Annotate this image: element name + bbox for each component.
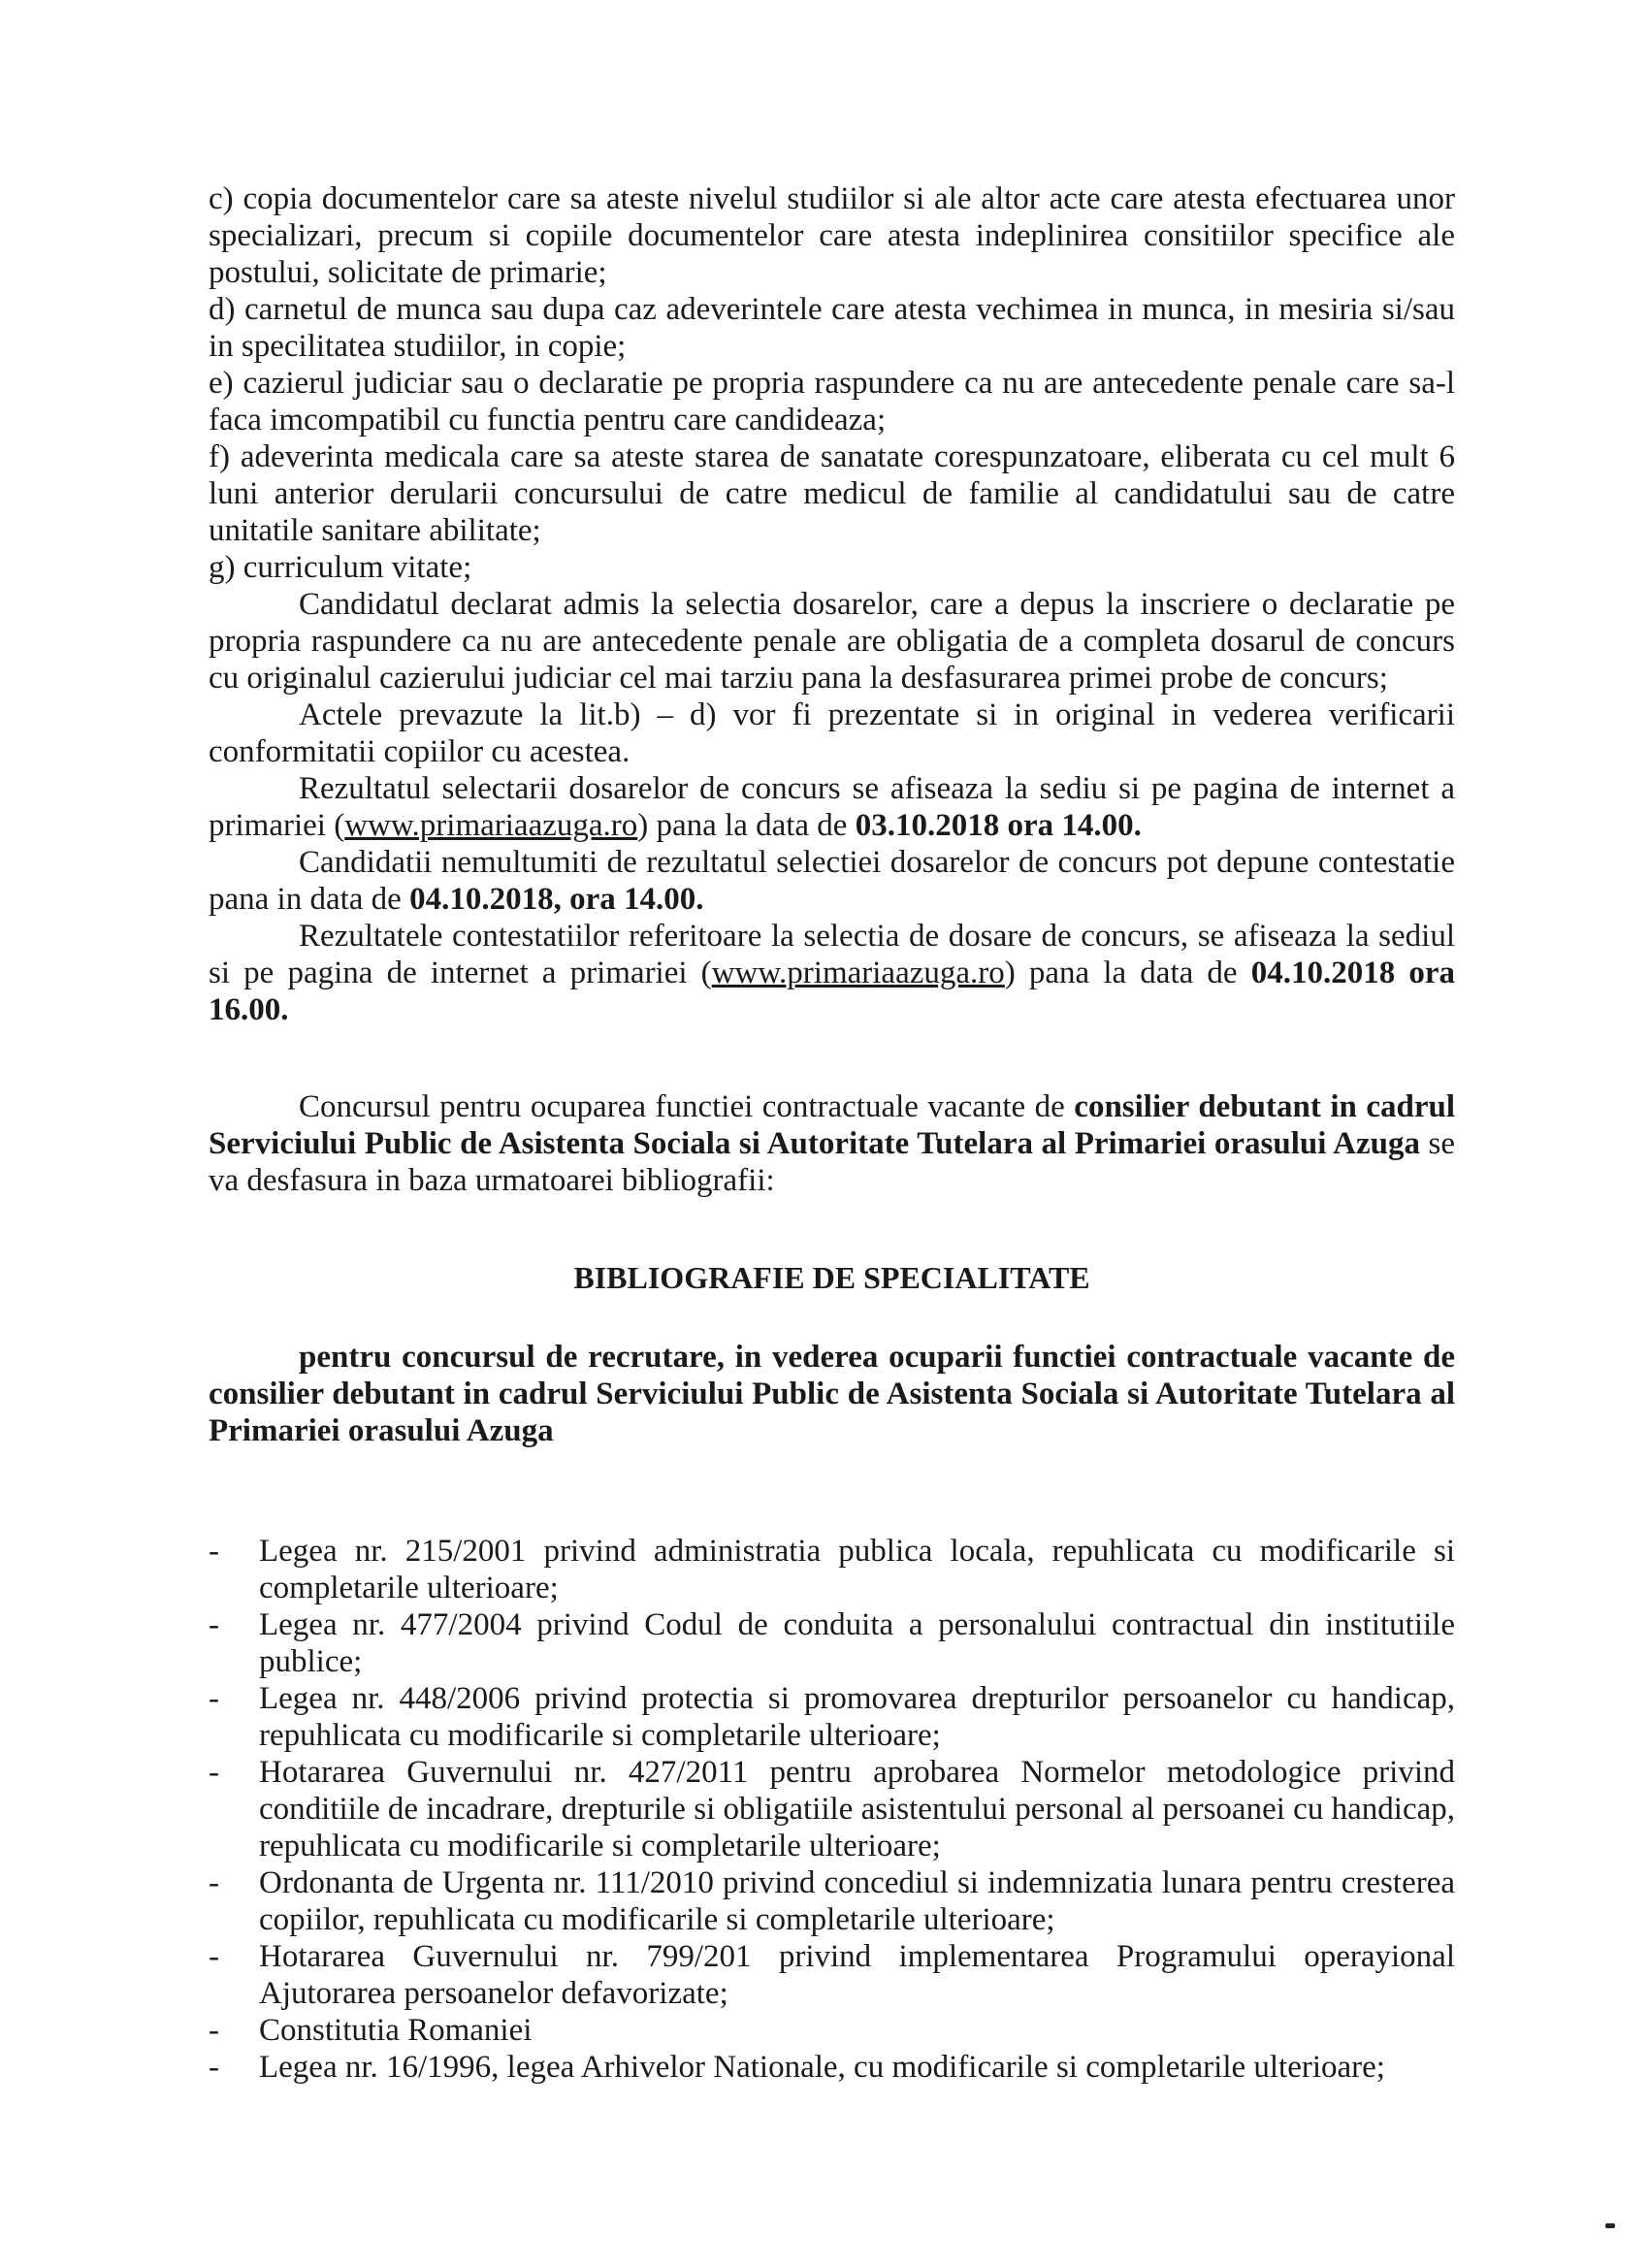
list-item [209, 1533, 1455, 1606]
dash-bullet: - [209, 2013, 219, 2048]
bibliography-item-text: Ordonanta de Urgenta nr. 111/2010 privind concediul si indemnizatia lunara pentru cresterea copiilor, repuhlicata cu modificarile si completarile ulterioare; [259, 1865, 1455, 1937]
bibliography-item-text: Legea nr. 477/2004 privind Codul de conduita a personalului contractual din institutiile publice; [259, 1607, 1455, 1679]
list-item [209, 2049, 1455, 2086]
requirement-item-e: e) cazierul judiciar sau o declaratie pe propria raspundere ca nu are antecedente penale care sa-l faca imcompatibil cu functia pentru care candideaza; [209, 366, 1455, 437]
dash-bullet: - [209, 2050, 219, 2085]
contestatii-date: 04.10.2018 ora 16.00. [209, 956, 1455, 1027]
list-item [209, 1754, 1455, 1864]
dash-bullet: - [209, 1865, 219, 1900]
bibliography-title: BIBLIOGRAFIE DE SPECIALITATE [573, 1260, 1090, 1295]
bibliography-subtitle: pentru concursul de recrutare, in vederea ocuparii functiei contractuale vacante de consilier debutant in cadrul Serviciului Public de Asistenta Sociala si Autoritate Tutelara al Primariei orasului Azuga [209, 1340, 1455, 1448]
dash-bullet: - [209, 1755, 219, 1790]
contestatii-text-2: ) pana la data de [1004, 956, 1251, 990]
list-item [209, 1938, 1455, 2012]
paragraph-concursul [209, 1088, 1455, 1199]
concursul-position: consilier debutant in cadrul Serviciului Public de Asistenta Sociala si Autoritate Tutelara al Primariei orasului Azuga [209, 1089, 1455, 1161]
website-link-2[interactable]: www.primariaazuga.ro [711, 956, 1005, 990]
list-item [209, 1606, 1455, 1680]
paragraph-rezultat [209, 770, 1455, 844]
concursul-text-2: se va desfasura in baza urmatoarei bibliografii: [209, 1126, 1455, 1198]
spacer [209, 1296, 1455, 1339]
requirement-item-c: c) copia documentelor care sa ateste nivelul studiilor si ale altor acte care atesta efectuarea unor specializari, precum si copiile documentelor care atesta indeplinirea consitiilor specifice ale postului, solicitate de primarie; [209, 181, 1455, 290]
nemultumiti-text: Candidatii nemultumiti de rezultatul selectiei dosarelor de concurs pot depune contestatie pana in data de [209, 845, 1455, 917]
paragraph-candidat: Candidatul declarat admis la selectia dosarelor, care a depus la inscriere o declaratie pe propria raspundere ca nu are antecedente penale are obligatia de a completa dosarul de concurs cu originalul cazierului judiciar cel mai tarziu pana la desfasurarea primei probe de concurs; [209, 587, 1455, 696]
paragraph-contestatii [209, 918, 1455, 1028]
spacer [209, 1449, 1455, 1533]
rezultat-date: 03.10.2018 ora 14.00. [855, 808, 1142, 843]
requirement-item-g: g) curriculum vitate; [209, 550, 472, 585]
bibliography-item-text: Hotararea Guvernului nr. 427/2011 pentru aprobarea Normelor metodologice privind conditiile de incadrare, drepturile si obligatiile asistentului personal al persoanei cu handicap, repuhlicata cu modificarile si completarile ulterioare; [259, 1755, 1455, 1863]
website-link[interactable]: www.primariaazuga.ro [344, 808, 638, 843]
requirement-item-d: d) carnetul de munca sau dupa caz adeverintele care atesta vechimea in munca, in mesiria si/sau in specilitatea studiilor, in copie; [209, 292, 1455, 364]
bibliography-item-text: Hotararea Guvernului nr. 799/201 privind implementarea Programului operayional Ajutorarea persoanelor defavorizate; [259, 1939, 1455, 2011]
scan-speck [1605, 2223, 1615, 2228]
dash-bullet: - [209, 1681, 219, 1716]
spacer [209, 1199, 1455, 1259]
bibliography-list [209, 1533, 1455, 2086]
rezultat-text: Rezultatul selectarii dosarelor de concurs se afiseaza la sediu si pe pagina de internet a primariei ( [209, 771, 1455, 843]
dash-bullet: - [209, 1607, 219, 1642]
bibliography-item-text: Legea nr. 16/1996, legea Arhivelor Nationale, cu modificarile si completarile ulterioare; [259, 2050, 1385, 2085]
nemultumiti-date: 04.10.2018, ora 14.00. [409, 882, 704, 917]
bibliography-item-text: Legea nr. 215/2001 privind administratia publica locala, repuhlicata cu modificarile si completarile ulterioare; [259, 1534, 1455, 1605]
requirements-list [209, 180, 1455, 586]
concursul-text: Concursul pentru ocuparea functiei contractuale vacante de [299, 1089, 1075, 1124]
list-item [209, 2012, 1455, 2049]
paragraph-acte: Actele prevazute la lit.b) – d) vor fi prezentate si in original in vederea verificarii conformitatii copiilor cu acestea. [209, 697, 1455, 769]
rezultat-text-2: ) pana la data de [637, 808, 856, 843]
contestatii-text: Rezultatele contestatiilor referitoare la selectia de dosare de concurs, se afiseaza la sediul si pe pagina de internet a primariei ( [209, 919, 1455, 990]
dash-bullet: - [209, 1534, 219, 1569]
bibliography-item-text: Legea nr. 448/2006 privind protectia si promovarea drepturilor persoanelor cu handicap, repuhlicata cu modificarile si completarile ulterioare; [259, 1681, 1455, 1753]
list-item [209, 1680, 1455, 1754]
bibliography-item-text: Constitutia Romaniei [259, 2013, 533, 2048]
list-item [209, 1864, 1455, 1938]
spacer [209, 1028, 1455, 1088]
paragraph-nemultumiti [209, 844, 1455, 918]
dash-bullet: - [209, 1939, 219, 1974]
requirement-item-f: f) adeverinta medicala care sa ateste starea de sanatate corespunzatoare, eliberata cu cel mult 6 luni anterior derularii concursului de catre medicul de familie al candidatului sau de catre unitatile sanitare abilitate; [209, 439, 1455, 548]
